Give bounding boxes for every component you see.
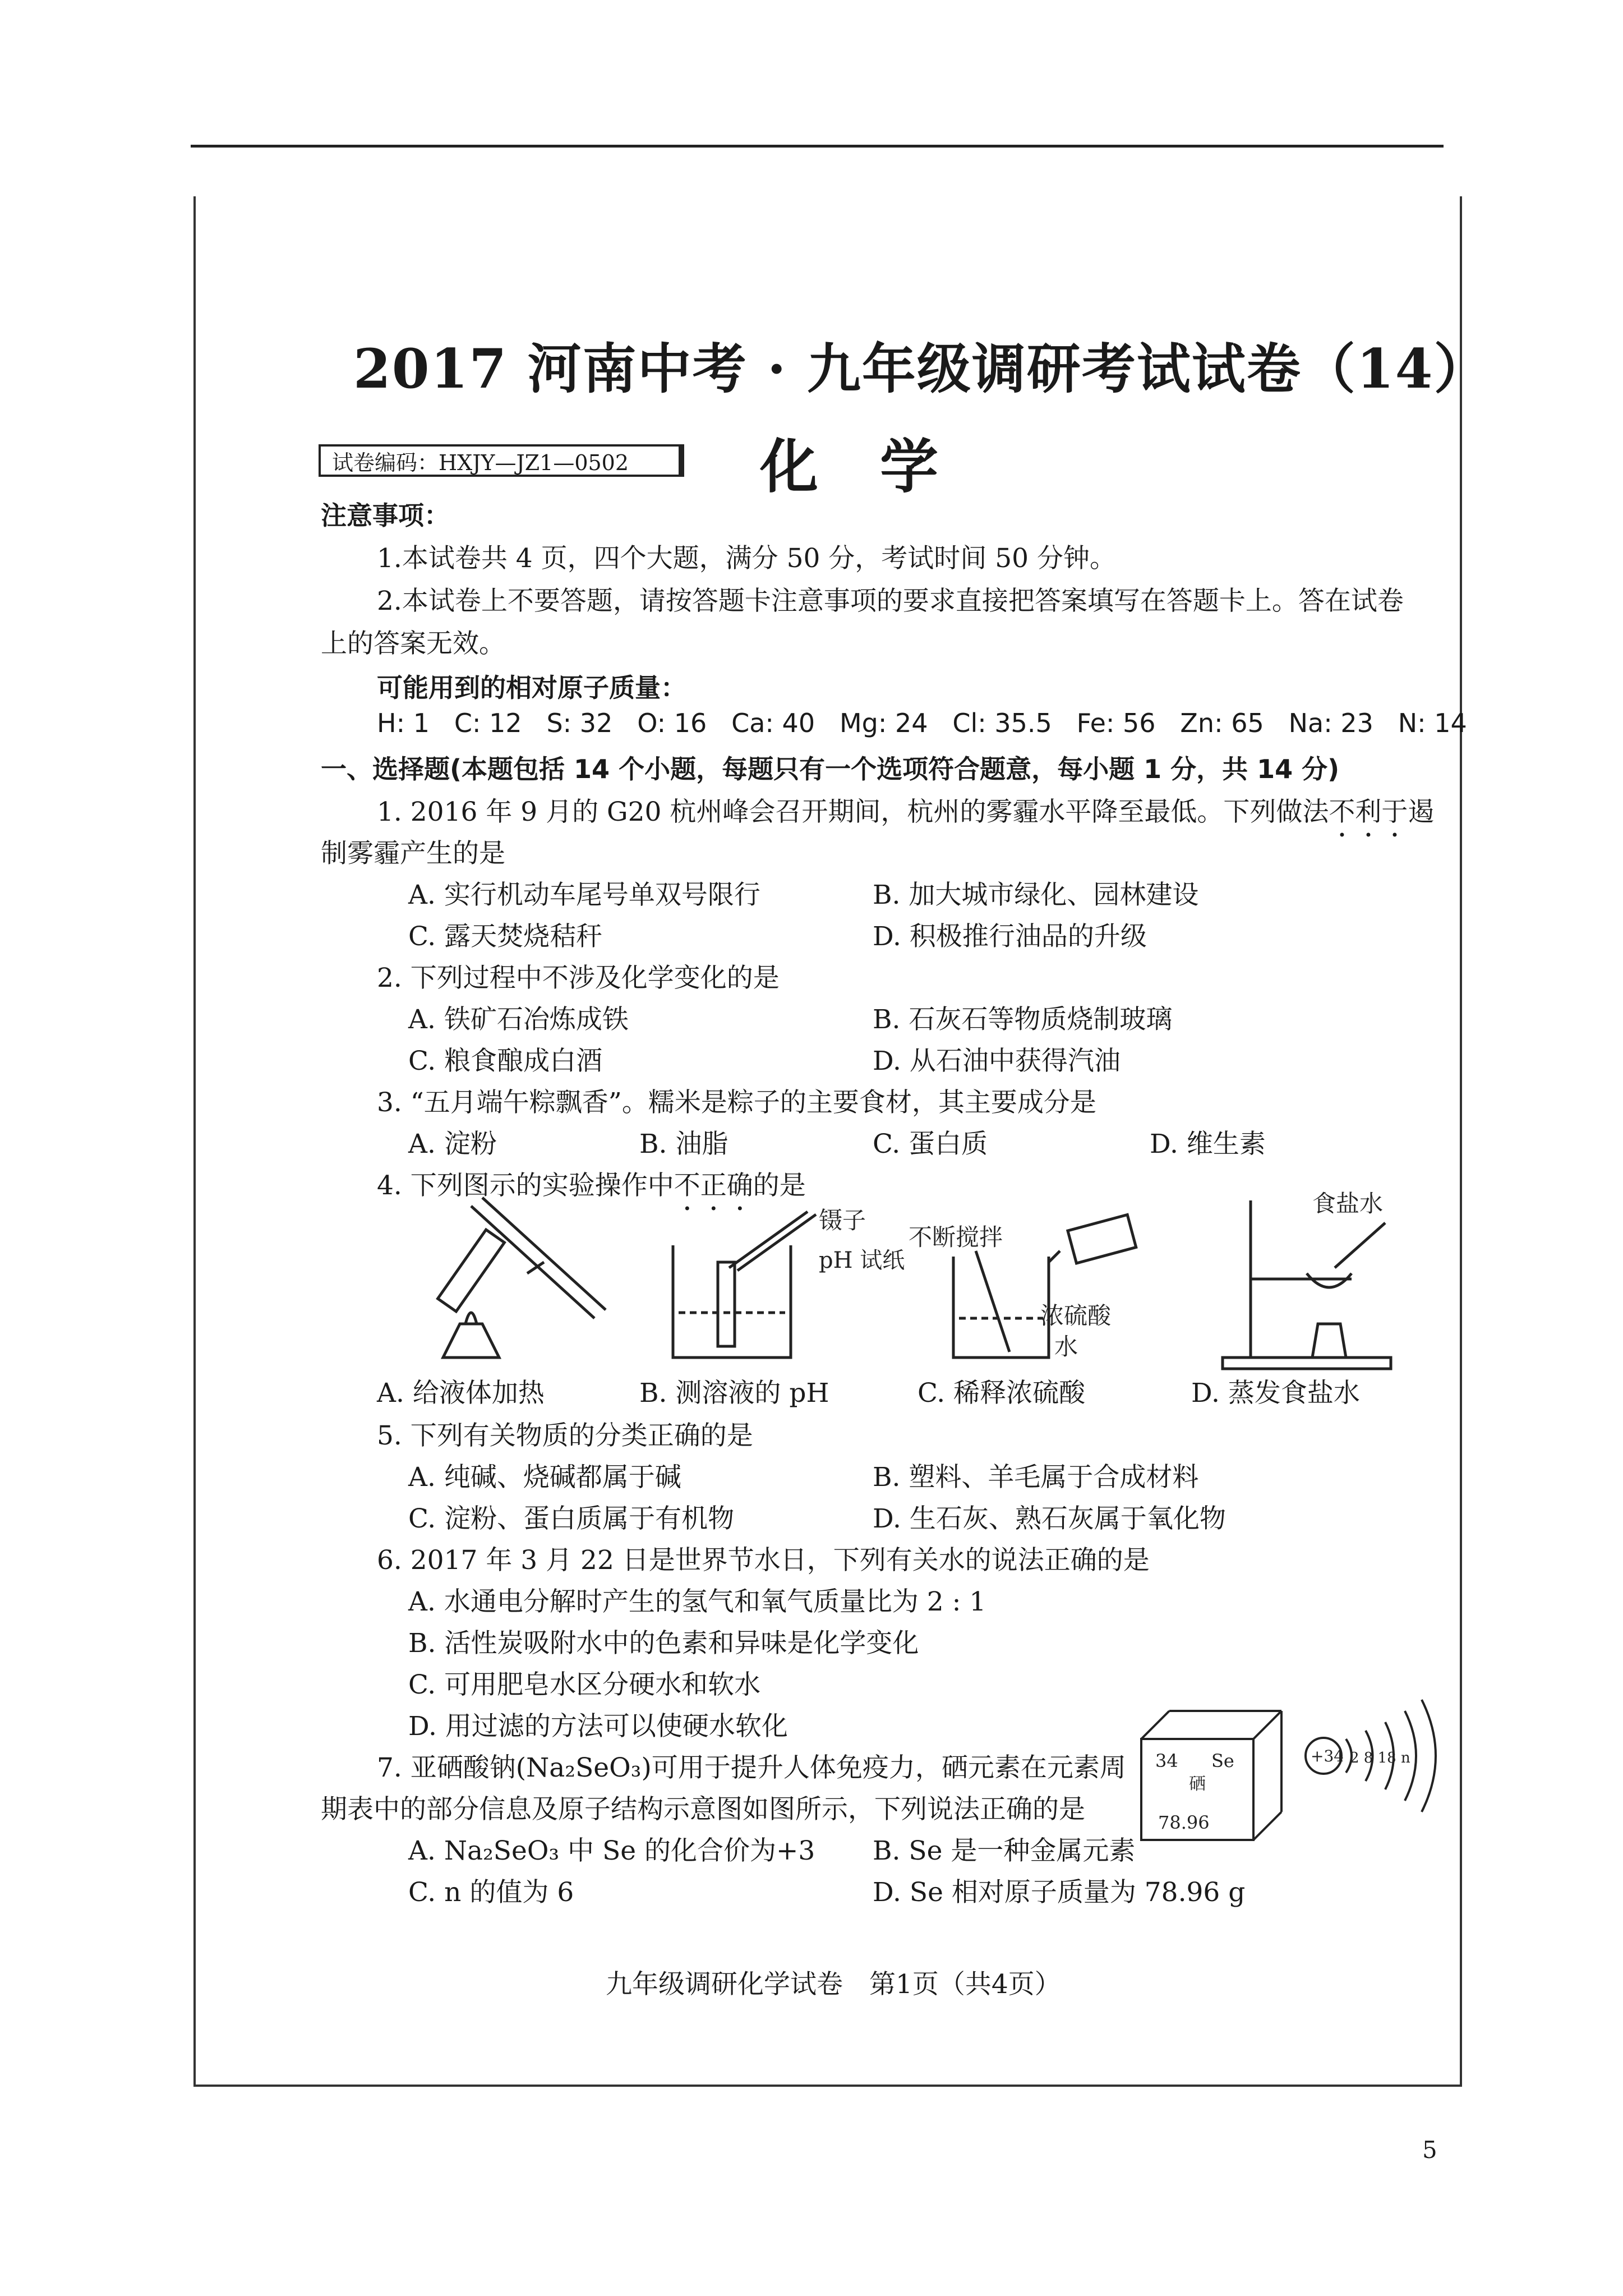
question-7-stem: 7. 亚硒酸钠(Na₂SeO₃)可用于提升人体免疫力，硒元素在元素周: [377, 1752, 1126, 1783]
option-d: D. Se 相对原子质量为 78.96 g: [873, 1877, 1246, 1908]
page-number: 5: [1422, 2136, 1437, 2164]
figure-measure-ph: [673, 1212, 816, 1358]
atomic-mass-heading: 可能用到的相对原子质量：: [377, 673, 686, 703]
option-c: C. 蛋白质: [873, 1129, 988, 1159]
page-footer: 九年级调研化学试卷 第1页（共4页）: [606, 1969, 1061, 2000]
question-5-stem: 5. 下列有关物质的分类正确的是: [377, 1420, 753, 1451]
figure-caption-d: D. 蒸发食盐水: [1191, 1378, 1360, 1409]
option-c: C. n 的值为 6: [408, 1877, 574, 1908]
water-label: 水: [1054, 1333, 1078, 1360]
atomic-mass-list: H: 1 C: 12 S: 32 O: 16 Ca: 40 Mg: 24 Cl: 35.5 Fe: 56 Zn: 65 Na: 23 N: 14: [377, 708, 1467, 738]
atomic-mass: 78.96: [1158, 1812, 1210, 1833]
exam-code: 试卷编码：HXJY—JZ1—0502: [319, 444, 684, 477]
notice-item: 2.本试卷上不要答题，请按答题卡注意事项的要求直接把答案填写在答题卡上。答在试卷: [377, 586, 1404, 616]
electron-shells: 2 8 18 n: [1350, 1750, 1410, 1766]
tweezers-label: 镊子: [819, 1207, 866, 1234]
header-rule: [191, 145, 1444, 148]
option-b: B. 活性炭吸附水中的色素和异味是化学变化: [408, 1628, 919, 1659]
option-d: D. 维生素: [1150, 1129, 1266, 1159]
subject-title: 化学: [760, 432, 1000, 501]
option-b: B. 石灰石等物质烧制玻璃: [873, 1004, 1173, 1035]
option-d: D. 用过滤的方法可以使硬水软化: [408, 1711, 788, 1742]
element-symbol: Se: [1211, 1750, 1234, 1772]
atomic-number: 34: [1155, 1750, 1178, 1772]
exam-title: 2017 河南中考 · 九年级调研考试试卷（14）: [353, 337, 1489, 401]
question-4-stem: 4. 下列图示的实验操作中不正确的是: [377, 1170, 806, 1201]
option-d: D. 生石灰、熟石灰属于氧化物: [873, 1503, 1226, 1534]
section-heading: 一、选择题(本题包括 14 个小题，每题只有一个选项符合题意，每小题 1 分，共 14 分): [321, 754, 1340, 784]
option-a: A. 实行机动车尾号单双号限行: [408, 880, 760, 910]
ph-paper-label: pH 试纸: [819, 1248, 905, 1273]
notice-item: 1.本试卷共 4 页，四个大题，满分 50 分，考试时间 50 分钟。: [377, 543, 1116, 574]
option-a: A. Na₂SeO₃ 中 Se 的化合价为+3: [408, 1835, 815, 1866]
option-b: B. 加大城市绿化、园林建设: [873, 880, 1199, 910]
figure-evaporate: [1223, 1200, 1391, 1369]
nucleus-charge: +34: [1311, 1747, 1344, 1765]
question-1-stem-cont: 制雾霾产生的是: [321, 838, 505, 869]
question-3-stem: 3. “五月端午粽飘香”。糯米是粽子的主要食材，其主要成分是: [377, 1087, 1096, 1118]
notice-item: 上的答案无效。: [321, 628, 505, 659]
question-1-stem: 1. 2016 年 9 月的 G20 杭州峰会召开期间，杭州的雾霾水平降至最低。下列做法不利于遏: [377, 797, 1435, 827]
question-2-stem: 2. 下列过程中不涉及化学变化的是: [377, 963, 780, 993]
emphasis-text: 不正确: [674, 1170, 753, 1201]
figure-caption-b: B. 测溶液的 pH: [639, 1378, 829, 1409]
option-b: B. Se 是一种金属元素: [873, 1835, 1136, 1866]
element-figures: [1130, 1677, 1444, 1846]
option-c: C. 露天焚烧秸秆: [408, 921, 603, 952]
option-a: A. 纯碱、烧碱都属于碱: [408, 1462, 681, 1493]
question-6-stem: 6. 2017 年 3 月 22 日是世界节水日，下列有关水的说法正确的是: [377, 1545, 1150, 1576]
option-d: D. 积极推行油品的升级: [873, 921, 1147, 952]
option-c: C. 淀粉、蛋白质属于有机物: [408, 1503, 735, 1534]
question-7-stem-cont: 期表中的部分信息及原子结构示意图如图所示，下列说法正确的是: [321, 1794, 1085, 1825]
option-d: D. 从石油中获得汽油: [873, 1046, 1121, 1076]
option-b: B. 油脂: [639, 1129, 728, 1159]
notice-heading: 注意事项：: [321, 500, 450, 531]
emphasis-text: 不利于: [1329, 797, 1408, 827]
experiment-figures: [359, 1189, 1453, 1380]
figure-heating-liquid: [438, 1198, 606, 1358]
stir-label: 不断搅拌: [909, 1223, 1003, 1251]
option-b: B. 塑料、羊毛属于合成材料: [873, 1462, 1199, 1493]
option-a: A. 水通电分解时产生的氢气和氧气质量比为 2 : 1: [408, 1586, 986, 1617]
option-c: C. 可用肥皂水区分硬水和软水: [408, 1669, 761, 1700]
acid-label: 浓硫酸: [1040, 1302, 1112, 1329]
option-a: A. 铁矿石冶炼成铁: [408, 1004, 629, 1035]
option-c: C. 粮食酿成白酒: [408, 1046, 603, 1076]
salt-water-label: 食盐水: [1312, 1190, 1384, 1217]
element-name: 硒: [1189, 1774, 1206, 1794]
option-a: A. 淀粉: [408, 1129, 497, 1159]
figure-caption-c: C. 稀释浓硫酸: [917, 1378, 1086, 1409]
figure-caption-a: A. 给液体加热: [377, 1378, 545, 1409]
